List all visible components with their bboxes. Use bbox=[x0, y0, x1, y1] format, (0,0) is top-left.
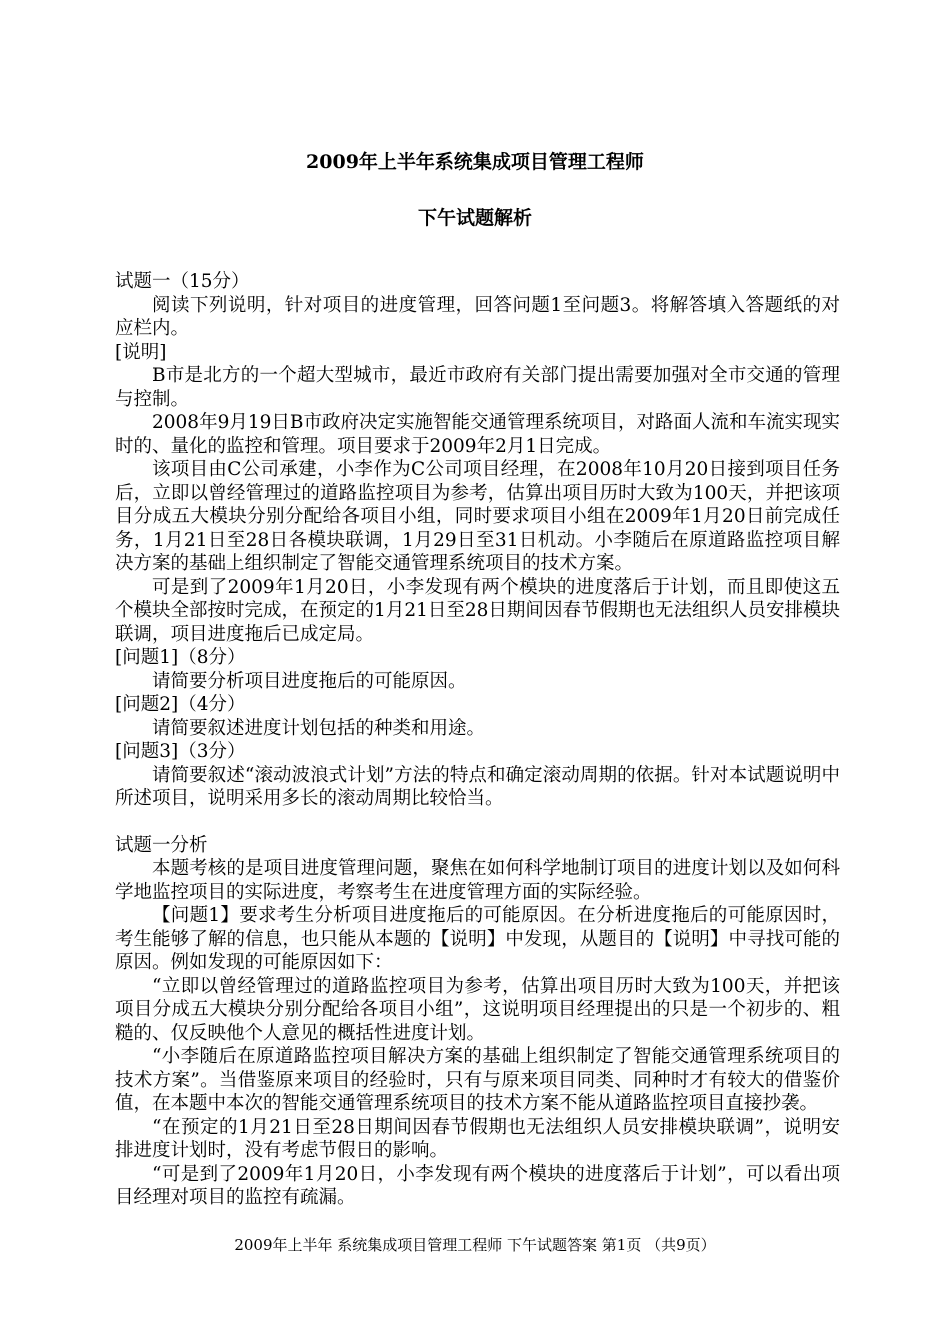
paragraph: “小李随后在原道路监控项目解决方案的基础上组织制定了智能交通管理系统项目的技术方案”。当借鉴原来项目的经验时，只有与原来项目同类、同种时才有较大的借鉴价值，在本题中本次的智能交通管理系统项目的技术方案不能从道路监控项目直接抄袭。 bbox=[115, 1046, 840, 1114]
paragraph: 【问题1】要求考生分析项目进度拖后的可能原因。在分析进度拖后的可能原因时，考生能够了解的信息，也只能从本题的【说明】中发现，从题目的【说明】中寻找可能的原因。例如发现的可能原因如下： bbox=[115, 905, 840, 973]
paragraph-gap bbox=[115, 811, 840, 834]
paragraph: 请简要叙述“滚动波浪式计划”方法的特点和确定滚动周期的依据。针对本试题说明中所述项目，说明采用多长的滚动周期比较恰当。 bbox=[115, 764, 840, 809]
paragraph: 可是到了2009年1月20日，小李发现有两个模块的进度落后于计划，而且即使这五个模块全部按时完成，在预定的1月21日至28日期间因春节假期也无法组织人员安排模块联调，项目进度拖后已成定局。 bbox=[115, 576, 840, 645]
paragraph: “立即以曾经管理过的道路监控项目为参考，估算出项目历时大致为100天，并把该项目分成五大模块分别分配给各项目小组”，这说明项目经理提出的只是一个初步的、粗糙的、仅反映他个人意见的概括性进度计划。 bbox=[115, 975, 840, 1044]
paragraph: 该项目由C公司承建，小李作为C公司项目经理，在2008年10月20日接到项目任务后，立即以曾经管理过的道路监控项目为参考，估算出项目历时大致为100天，并把该项目分成五大模块分别分配给各项目小组，同时要求项目小组在2009年1月20日前完成任务，1月21日至28日各模块联调，1月29日至31日机动。小李随后在原道路监控项目解决方案的基础上组织制定了智能交通管理系统项目的技术方案。 bbox=[115, 459, 840, 574]
paragraph: [说明] bbox=[115, 341, 167, 363]
paragraph: 阅读下列说明，针对项目的进度管理，回答问题1至问题3。将解答填入答题纸的对应栏内。 bbox=[115, 294, 840, 339]
paragraph: [问题2]（4分） bbox=[115, 694, 246, 715]
paragraph: 试题一分析 bbox=[115, 834, 208, 856]
paragraph: B市是北方的一个超大型城市，最近市政府有关部门提出需要加强对全市交通的管理与控制。 bbox=[115, 365, 840, 410]
document-body bbox=[115, 270, 840, 1210]
page-footer: 2009年上半年 系统集成项目管理工程师 下午试题答案 第1页 （共9页） bbox=[234, 1236, 716, 1254]
paragraph: “在预定的1月21日至28日期间因春节假期也无法组织人员安排模块联调”，说明安排进度计划时，没有考虑节假日的影响。 bbox=[115, 1116, 840, 1161]
paragraph: 试题一（15分） bbox=[115, 271, 250, 292]
paragraph: 请简要叙述进度计划包括的种类和用途。 bbox=[152, 717, 486, 739]
paragraph: 2008年9月19日B市政府决定实施智能交通管理系统项目，对路面人流和车流实现实时的、量化的监控和管理。项目要求于2009年2月1日完成。 bbox=[115, 412, 840, 457]
paragraph: [问题1]（8分） bbox=[115, 647, 246, 668]
paragraph: “可是到了2009年1月20日，小李发现有两个模块的进度落后于计划”，可以看出项目经理对项目的监控有疏漏。 bbox=[115, 1163, 840, 1208]
document-title: 2009年上半年系统集成项目管理工程师 bbox=[306, 151, 644, 173]
paragraph: 本题考核的是项目进度管理问题，聚焦在如何科学地制订项目的进度计划以及如何科学地监控项目的实际进度，考察考生在进度管理方面的实际经验。 bbox=[115, 858, 840, 903]
paragraph: [问题3]（3分） bbox=[115, 741, 246, 762]
paragraph: 请简要分析项目进度拖后的可能原因。 bbox=[152, 670, 467, 692]
document-subtitle: 下午试题解析 bbox=[417, 207, 532, 229]
